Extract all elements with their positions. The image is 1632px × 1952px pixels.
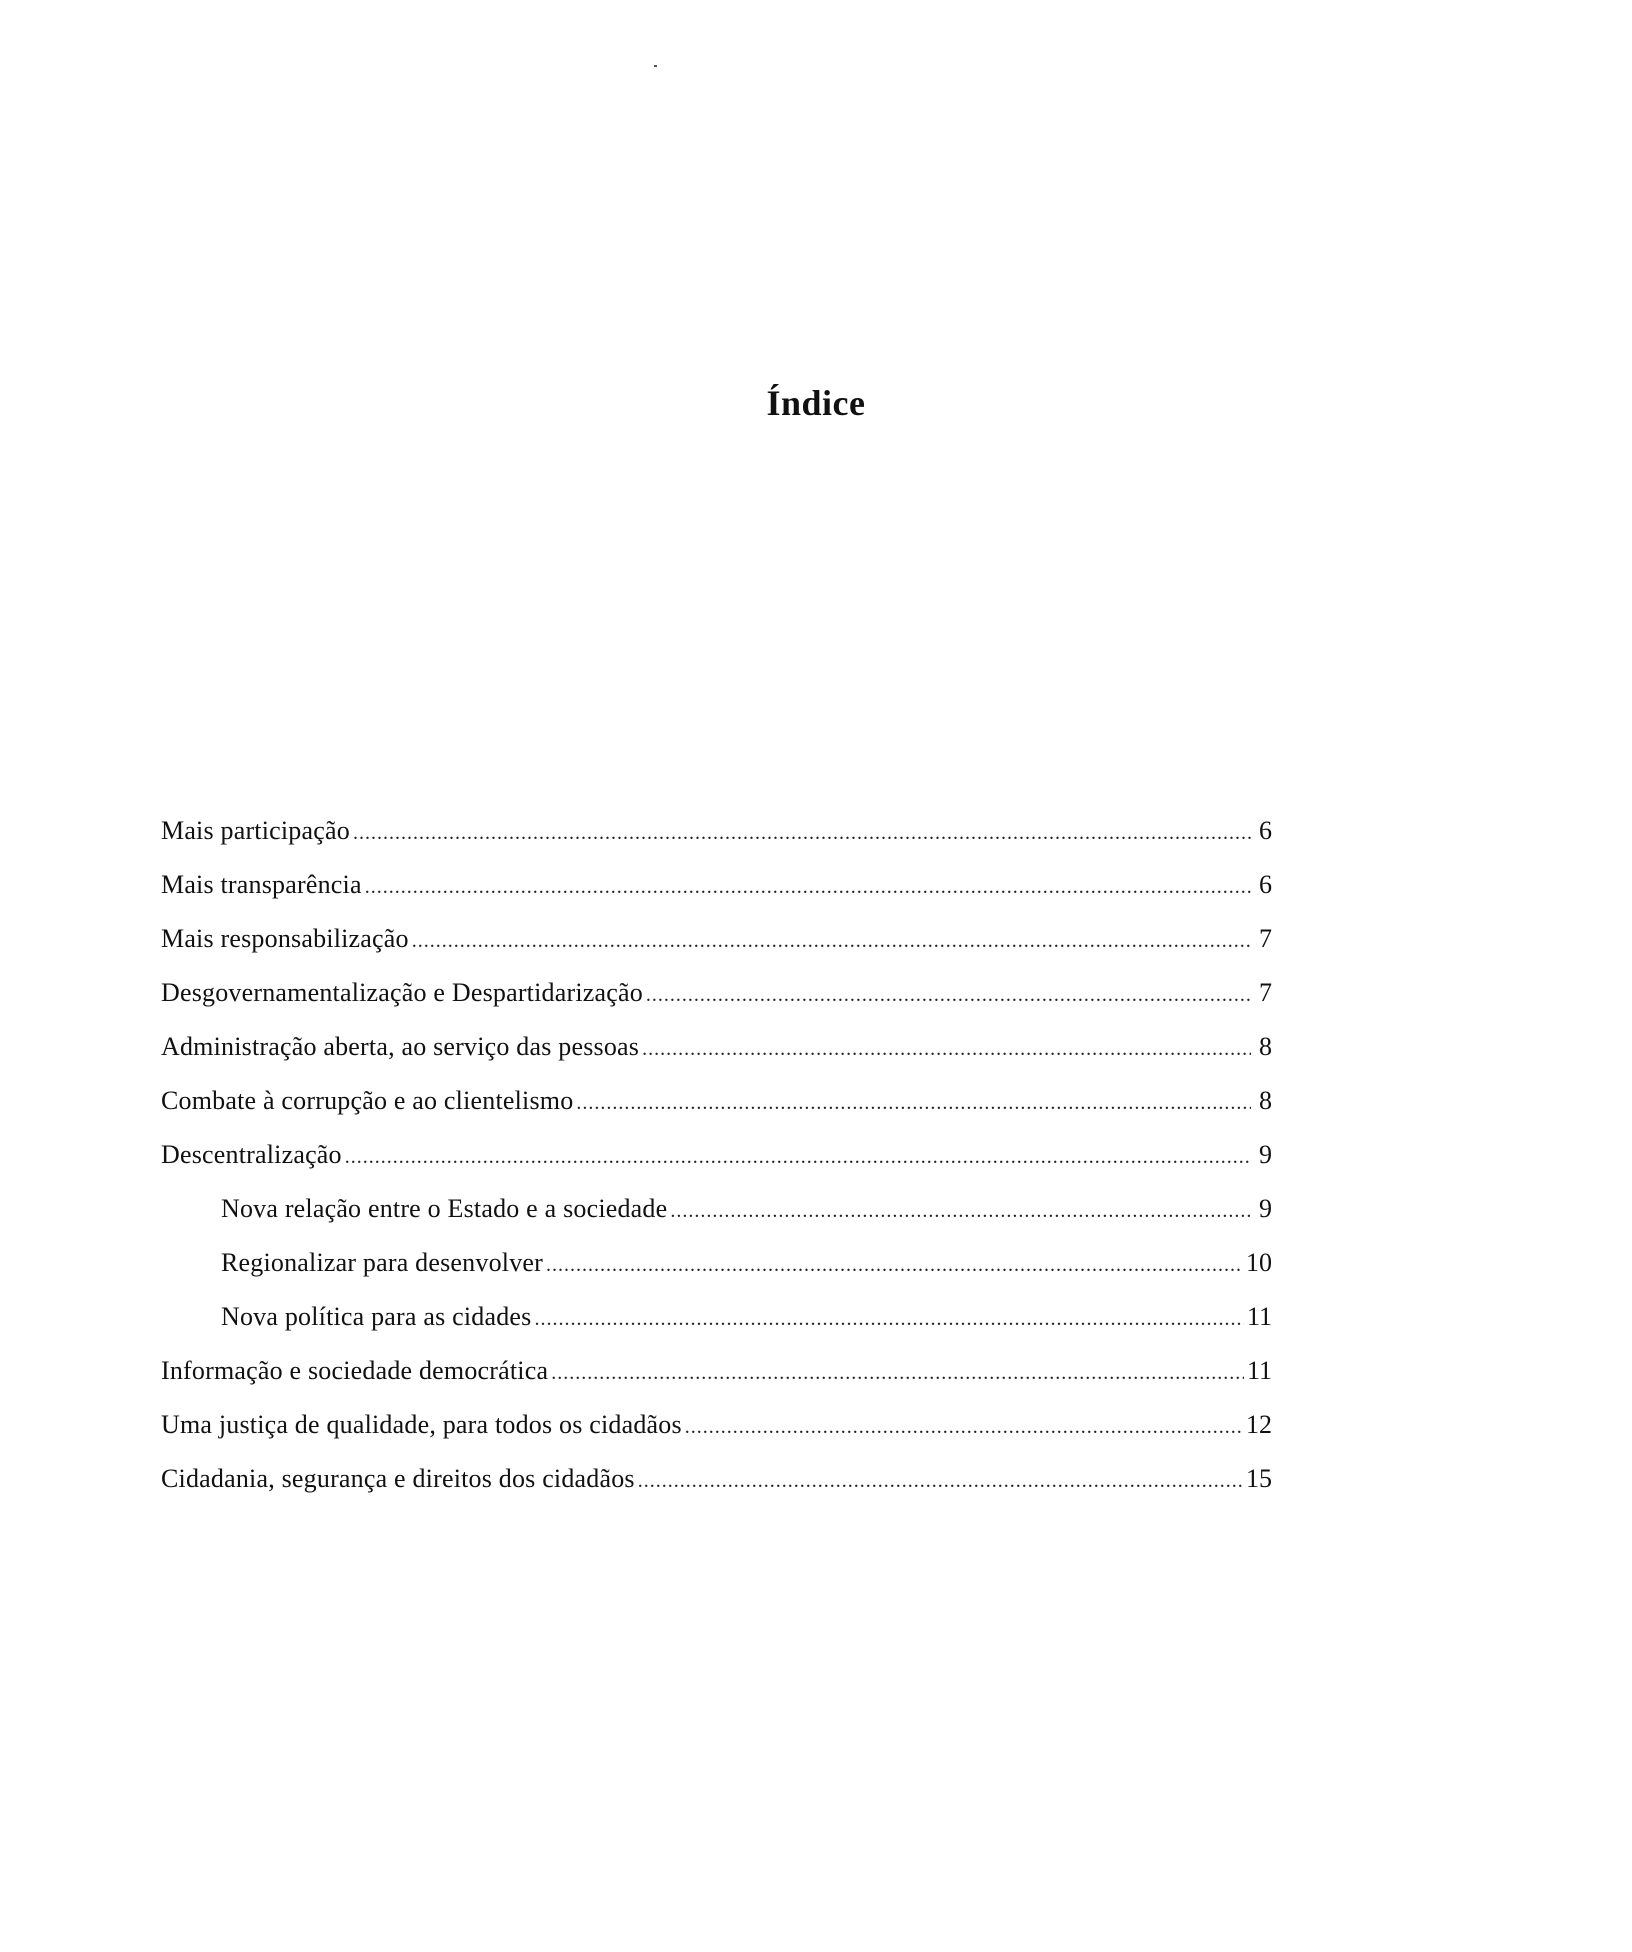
- toc-entry-label: Administração aberta, ao serviço das pessoas: [161, 1032, 640, 1061]
- toc-entry: [161, 912, 1272, 966]
- toc-entry-label: Mais transparência: [161, 870, 362, 899]
- toc-entry-label: Cidadania, segurança e direitos dos cidadãos: [161, 1464, 635, 1493]
- toc-leader-dots: [646, 968, 1251, 1022]
- toc-entry-page: 12: [1246, 1410, 1272, 1439]
- toc-leader-dots: [551, 1346, 1244, 1400]
- toc-entry: [161, 1398, 1272, 1452]
- toc-entry-label: Nova política para as cidades: [221, 1302, 532, 1331]
- toc-entry: [161, 804, 1272, 858]
- scan-speck: [654, 65, 657, 67]
- toc-entry: [161, 858, 1272, 912]
- toc-leader-dots: [353, 806, 1251, 860]
- toc-entry-page: 9: [1259, 1140, 1272, 1169]
- page-title: Índice: [766, 383, 866, 423]
- toc-entry-label: Mais participação: [161, 816, 350, 845]
- toc-leader-dots: [412, 914, 1251, 968]
- toc-entry: [161, 1074, 1272, 1128]
- toc-subentry: [161, 1290, 1272, 1344]
- toc-entry-label: Combate à corrupção e ao clientelismo: [161, 1086, 574, 1115]
- toc-entry-page: 8: [1259, 1086, 1272, 1115]
- toc-entry-page: 7: [1259, 924, 1272, 953]
- toc-entry-page: 10: [1246, 1248, 1272, 1277]
- toc-entry-page: 11: [1246, 1356, 1272, 1385]
- toc-entry-page: 7: [1259, 978, 1272, 1007]
- toc-entry-label: Informação e sociedade democrática: [161, 1356, 549, 1385]
- toc-entry-page: 11: [1246, 1302, 1272, 1331]
- toc-leader-dots: [534, 1292, 1244, 1346]
- toc-leader-dots: [345, 1130, 1251, 1184]
- toc-entry-page: 9: [1259, 1194, 1272, 1223]
- toc-entry: [161, 1452, 1272, 1506]
- toc-entry-label: Desgovernamentalização e Despartidarização: [161, 978, 643, 1007]
- toc-subentry: [161, 1182, 1272, 1236]
- toc-entry: [161, 966, 1272, 1020]
- toc-leader-dots: [670, 1184, 1251, 1238]
- toc-leader-dots: [685, 1400, 1243, 1454]
- toc-entry-page: 6: [1259, 870, 1272, 899]
- toc-entry: [161, 1344, 1272, 1398]
- toc-entry-page: 8: [1259, 1032, 1272, 1061]
- toc-leader-dots: [638, 1454, 1243, 1508]
- toc-entry-label: Uma justiça de qualidade, para todos os cidadãos: [161, 1410, 682, 1439]
- toc-leader-dots: [576, 1076, 1251, 1130]
- toc-entry: [161, 1020, 1272, 1074]
- table-of-contents: [161, 804, 1272, 1506]
- toc-leader-dots: [642, 1022, 1251, 1076]
- toc-leader-dots: [365, 860, 1251, 914]
- toc-entry: [161, 1128, 1272, 1182]
- toc-leader-dots: [546, 1238, 1243, 1292]
- toc-entry-page: 15: [1246, 1464, 1272, 1493]
- toc-entry-label: Regionalizar para desenvolver: [221, 1248, 543, 1277]
- toc-entry-label: Descentralização: [161, 1140, 342, 1169]
- toc-entry-page: 6: [1259, 816, 1272, 845]
- toc-entry-label: Mais responsabilização: [161, 924, 409, 953]
- toc-subentry: [161, 1236, 1272, 1290]
- toc-entry-label: Nova relação entre o Estado e a sociedade: [221, 1194, 668, 1223]
